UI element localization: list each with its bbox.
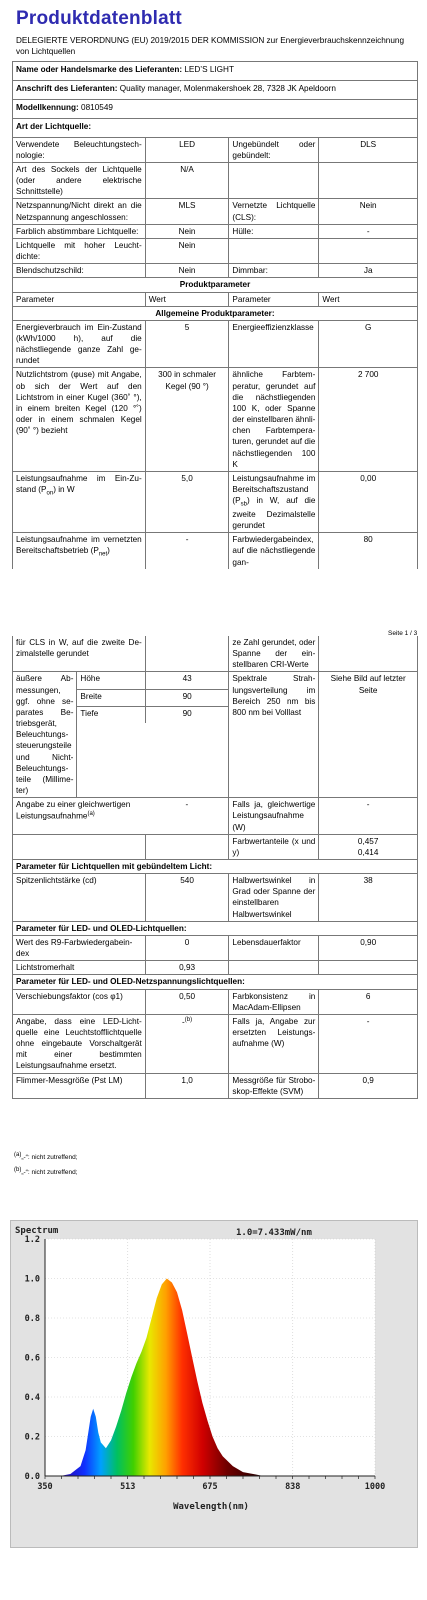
type-label: Netzspannung/Nicht direkt an die Netzspannung angeschlossen: [13, 199, 146, 224]
standby-power-value: 0,00 [319, 471, 418, 532]
general-row [13, 368, 418, 471]
type-value-2: DLS [319, 137, 418, 162]
general-heading: Allgemeine Produktparameter: [13, 306, 418, 320]
param-value-2: 0,9 [319, 1073, 418, 1098]
param-value: 0,50 [145, 989, 229, 1014]
power-on-label: Leistungsaufnahme im Ein-Zustand $(P_{on})$ in W [13, 471, 146, 532]
param-value: 0,93 [145, 961, 229, 975]
equiv-label: Angabe zu einer gleichwertigen Leistungsaufnahme$^{(a)}$ [13, 798, 146, 834]
column-header: Wert [319, 292, 418, 306]
chroma-values: 0,457 0,414 [319, 834, 418, 859]
model-row [13, 100, 418, 119]
type-value-2 [319, 162, 418, 198]
y-tick-label: 0.2 [24, 1432, 40, 1443]
datasheet-table-page1 [12, 61, 418, 569]
param-label: Flimmer-Messgröße (Pst LM) [13, 1073, 146, 1098]
dimension-name: Höhe [77, 672, 145, 689]
column-header: Parameter [229, 292, 319, 306]
type-label-2: Ungebündelt oder gebündelt: [229, 137, 319, 162]
type-label: Farblich abstimmbare Lichtquelle: [13, 224, 146, 238]
mains-row [13, 1073, 418, 1098]
param-value: -$^{(b)}$ [145, 1014, 229, 1073]
power-net-row [13, 533, 418, 569]
param-value-2: G [319, 320, 418, 368]
type-row [13, 162, 418, 198]
param-label-2 [229, 961, 319, 975]
chart-title: Spectrum [15, 1226, 59, 1236]
spectrum-chart [11, 1221, 417, 1547]
regulation-text: DELEGIERTE VERORDNUNG (EU) 2019/2015 DER KOMMISSION zur Energieverbrauchskennzeichnung von Lichtquellen [16, 36, 404, 57]
mains-row [13, 989, 418, 1014]
param-value-2 [319, 961, 418, 975]
param-label: Angabe, dass eine LED-Lichtquelle eine Leuchtstofflichtquelle ohne eingebaute Vorschaltgerät mit einer bestimmten Leistungsaufnahme ersetzt. [13, 1014, 146, 1073]
footnote: (a)„-“: nicht zutreffend; [14, 1152, 78, 1162]
cri-label: Farbwiedergabeindex, auf die nächstliegende gan- [229, 533, 319, 569]
param-value: 5 [145, 320, 229, 368]
type-value: Nein [145, 238, 229, 263]
param-label-2: Falls ja, Angabe zur ersetzten Leistungsaufnahme (W) [229, 1014, 319, 1073]
param-label-2: ähnliche Farbtemperatur, gerundet auf die nächstliegenden 100 K, oder Spanne der einstellbaren ähnlichen Farbtemperaturen, gerundet auf die nächstliegenden 100 K [229, 368, 319, 471]
peak-intensity-label: Spitzenlichtstärke (cd) [13, 874, 146, 922]
dimensions-cell [13, 672, 229, 798]
type-label: Lichtquelle mit hoher Leuchtdichte: [13, 238, 146, 263]
dimension-name: Tiefe [77, 706, 145, 723]
chart-annotation: 1.0=7.433mW/nm [236, 1228, 312, 1238]
mains-heading: Parameter für LED- und OLED-Netzspannungslichtquellen: [13, 975, 418, 989]
beam-angle-value: 38 [319, 874, 418, 922]
equiv-row [13, 798, 418, 834]
supplier-row [13, 62, 418, 81]
type-value-2: - [319, 224, 418, 238]
type-row [13, 224, 418, 238]
equiv-power-value: - [319, 798, 418, 834]
supplier-label: Name oder Handelsmarke des Lieferanten: [16, 65, 183, 74]
param-label: Energieverbrauch im Ein-Zustand (kWh/1000 h), auf die nächstliegende ganze Zahl gerundet [13, 320, 146, 368]
address-row [13, 81, 418, 100]
cri-value: 80 [319, 533, 418, 569]
param-label-2: Farbkonsistenz in MacAdam-Ellipsen [229, 989, 319, 1014]
x-tick-label: 838 [285, 1482, 301, 1492]
param-label-2: Lebensdauerfaktor [229, 935, 319, 960]
mains-heading-row [13, 975, 418, 989]
led-heading: Parameter für LED- und OLED-Lichtquellen: [13, 921, 418, 935]
column-header: Wert [145, 292, 229, 306]
param-value: 0 [145, 935, 229, 960]
address-value: Quality manager, Molenmakershoek 28, 7328 JK Apeldoorn [119, 84, 336, 94]
y-tick-label: 0.8 [24, 1314, 40, 1324]
product-params-heading-row [13, 278, 418, 292]
param-value-2: - [319, 1014, 418, 1073]
column-header: Parameter [13, 292, 146, 306]
supplier-value: LED’S LIGHT [184, 65, 234, 74]
param-value: 300 in schmaler Kegel (90 °) [145, 368, 229, 471]
led-row [13, 961, 418, 975]
led-heading-row [13, 921, 418, 935]
type-row [13, 137, 418, 162]
dimension-value: 43 [145, 672, 228, 689]
dimension-value: 90 [145, 706, 228, 723]
page-title: Produktdatenblatt [16, 8, 182, 29]
general-heading-row [13, 306, 418, 320]
param-value-2: 0,90 [319, 935, 418, 960]
y-tick-label: 1.0 [24, 1274, 40, 1285]
type-value: Nein [145, 224, 229, 238]
dimension-value: 90 [145, 689, 228, 706]
product-params-heading: Produktparameter [13, 278, 418, 292]
x-axis-label: Wavelength(nm) [173, 1502, 249, 1512]
mains-row [13, 1014, 418, 1073]
dimensions-label: äußere Abmessungen, ggf. ohne separates Betriebsgerät, Beleuchtungssteuerungsteile und Nicht-Beleuchtungsteile (Millimeter) [13, 672, 77, 797]
continued-row [13, 636, 418, 672]
page-number: Seite 1 / 3 [388, 630, 418, 637]
spectral-value: Siehe Bild auf letzter Seite [319, 672, 418, 798]
focused-heading-row [13, 859, 418, 873]
type-row [13, 264, 418, 278]
type-label: Verwendete Beleuchtungstechnologie: [13, 137, 146, 162]
spectrum-chart-panel [10, 1220, 418, 1548]
y-tick-label: 1.2 [24, 1235, 40, 1245]
spectral-label: Spektrale Strahlungsverteilung im Bereich 250 nm bis 800 nm bei Volllast [229, 672, 319, 798]
type-label-2 [229, 238, 319, 263]
chroma-label: Farbwertanteile (x und y) [229, 834, 319, 859]
type-label-2: Dimmbar: [229, 264, 319, 278]
type-row [13, 199, 418, 224]
x-tick-label: 513 [120, 1482, 136, 1492]
focused-row [13, 874, 418, 922]
type-label-2 [229, 162, 319, 198]
type-value-2: Ja [319, 264, 418, 278]
address-label: Anschrift des Lieferanten: [16, 84, 118, 94]
chroma-row [13, 834, 418, 859]
power-net-value: - [145, 533, 229, 569]
type-heading: Art der Lichtquelle: [13, 119, 418, 137]
dimensions-table [13, 672, 228, 797]
general-row [13, 320, 418, 368]
param-label: Nutzlichtstrom (φuse) mit Angabe, ob sich der Wert auf den Lichtstrom in einer Kugel (360˚ °), in einem breiten Kegel (120 °˚) oder in einem schmalen Kegel (90˚ °) bezieht [13, 368, 146, 471]
standby-power-label: Leistungsaufnahme im Bereitschaftszustand $(P_{sb})$ in W, auf die zweite Dezimalstelle gerundet [229, 471, 319, 532]
equiv-value: - [145, 798, 229, 834]
type-value-2 [319, 238, 418, 263]
column-header-row [13, 292, 418, 306]
type-row [13, 238, 418, 263]
x-tick-label: 350 [37, 1482, 53, 1492]
x-tick-label: 675 [202, 1482, 218, 1492]
type-value: MLS [145, 199, 229, 224]
type-label-2: Vernetzte Lichtquelle (CLS): [229, 199, 319, 224]
type-heading-row [13, 119, 418, 137]
beam-angle-label: Halbwertswinkel in Grad oder Spanne der einstellbaren Halbwertswinkel [229, 874, 319, 922]
peak-intensity-value: 540 [145, 874, 229, 922]
type-label: Art des Sockels der Lichtquelle (oder andere elektrische Schnittstelle) [13, 162, 146, 198]
type-value: LED [145, 137, 229, 162]
power-on-row [13, 471, 418, 532]
footnotes [14, 1150, 78, 1179]
dimension-name: Breite [77, 689, 145, 706]
type-value: N/A [145, 162, 229, 198]
power-on-value: 5,0 [145, 471, 229, 532]
param-value-2: 2 700 [319, 368, 418, 471]
param-value-2: 6 [319, 989, 418, 1014]
continued-label: für CLS in W, auf die zweite Dezimalstelle gerundet [13, 636, 146, 672]
equiv-power-label: Falls ja, gleichwertige Leistungsaufnahme (W) [229, 798, 319, 834]
type-value: Nein [145, 264, 229, 278]
power-net-label: Leistungsaufnahme im vernetzten Bereitschaftsbetrieb $(P_{net})$ [13, 533, 146, 569]
type-value-2: Nein [319, 199, 418, 224]
focused-heading: Parameter für Lichtquellen mit gebündeltem Licht: [13, 859, 418, 873]
type-label: Blendschutzschild: [13, 264, 146, 278]
dimensions-row [13, 672, 418, 798]
led-row [13, 935, 418, 960]
y-tick-label: 0.0 [24, 1472, 40, 1482]
x-tick-label: 1000 [364, 1482, 386, 1492]
param-label: Verschiebungsfaktor (cos φ1) [13, 989, 146, 1014]
continued-label-2: ze Zahl gerundet, oder Spanne der einstellbaren CRI-Werte [229, 636, 319, 672]
param-label: Wert des R9-Farbwiedergabeindex [13, 935, 146, 960]
model-value: 0810549 [81, 103, 113, 113]
footnote: (b)„-“: nicht zutreffend; [14, 1166, 78, 1176]
param-label: Lichtstromerhalt [13, 961, 146, 975]
type-label-2: Hülle: [229, 224, 319, 238]
param-value: 1,0 [145, 1073, 229, 1098]
param-label-2: Messgröße für Stroboskop-Effekte (SVM) [229, 1073, 319, 1098]
param-label-2: Energieeffizienzklasse [229, 320, 319, 368]
datasheet-table-page2 [12, 636, 418, 1099]
model-label: Modellkennung: [16, 103, 79, 113]
y-tick-label: 0.6 [24, 1353, 40, 1364]
y-tick-label: 0.4 [24, 1393, 40, 1403]
